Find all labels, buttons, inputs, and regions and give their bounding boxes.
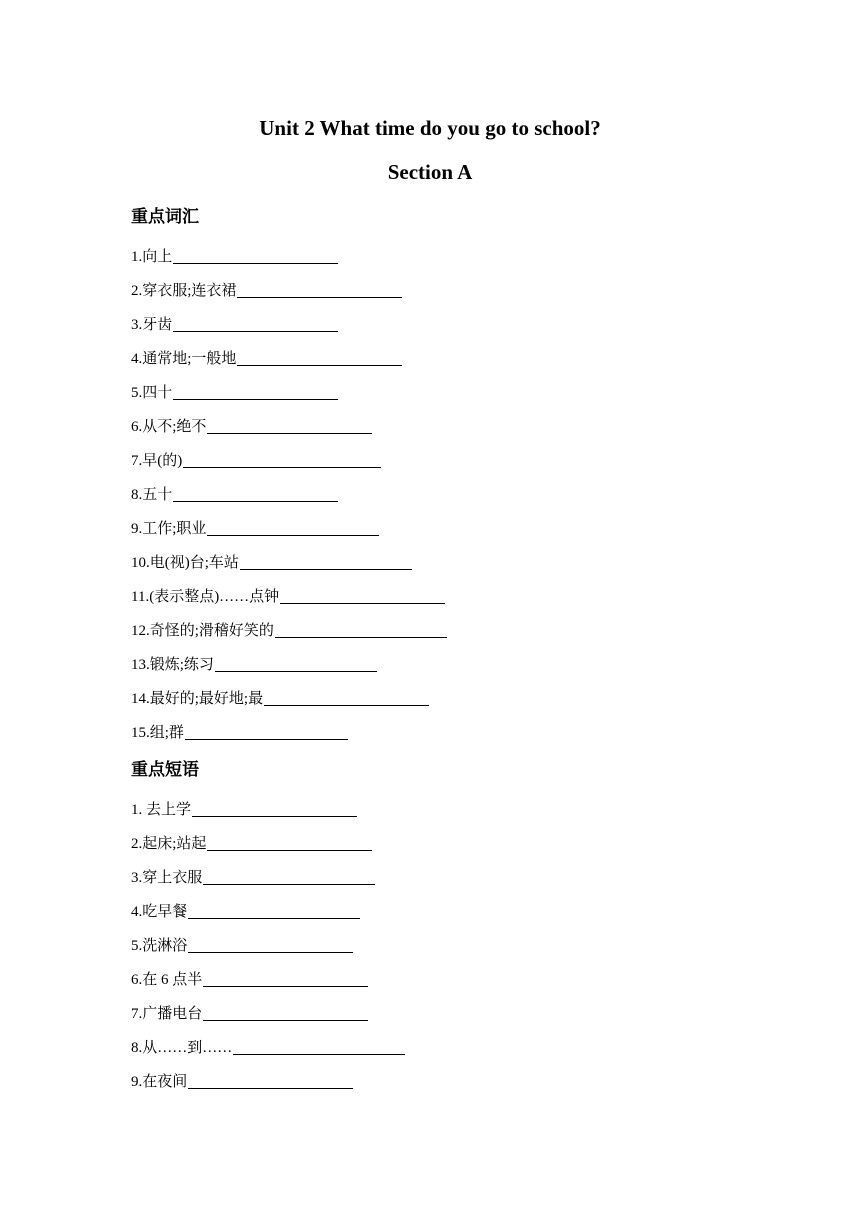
vocabulary-item (131, 314, 447, 348)
answer-blank[interactable] (215, 654, 377, 672)
vocabulary-item-text: 13.锻炼;练习 (131, 657, 214, 673)
answer-blank[interactable] (183, 450, 381, 468)
phrase-item (131, 935, 405, 969)
vocabulary-item-text: 14.最好的;最好地;最 (131, 691, 264, 707)
answer-blank[interactable] (264, 688, 429, 706)
answer-blank[interactable] (203, 969, 368, 987)
phrase-item-text: 3.穿上衣服 (131, 870, 203, 886)
answer-blank[interactable] (203, 1003, 368, 1021)
answer-blank[interactable] (280, 586, 445, 604)
answer-blank[interactable] (207, 416, 372, 434)
vocabulary-item (131, 382, 447, 416)
phrase-item (131, 1037, 405, 1071)
vocabulary-item (131, 654, 447, 688)
vocabulary-list (131, 246, 447, 756)
vocabulary-item-text: 5.四十 (131, 385, 173, 401)
answer-blank[interactable] (192, 799, 357, 817)
answer-blank[interactable] (185, 722, 348, 740)
answer-blank[interactable] (173, 484, 338, 502)
vocabulary-item-text: 4.通常地;一般地 (131, 351, 237, 367)
phrase-item-text: 1. 去上学 (131, 802, 192, 818)
answer-blank[interactable] (188, 1071, 353, 1089)
phrase-item (131, 799, 405, 833)
phrase-item-text: 6.在 6 点半 (131, 972, 203, 988)
vocabulary-item-text: 15.组;群 (131, 725, 184, 741)
vocabulary-item-text: 11.(表示整点)……点钟 (131, 589, 280, 605)
vocabulary-item-text: 8.五十 (131, 487, 173, 503)
vocabulary-item (131, 722, 447, 756)
vocabulary-item-text: 10.电(视)台;车站 (131, 555, 239, 571)
vocabulary-item (131, 552, 447, 586)
phrase-item-text: 2.起床;站起 (131, 836, 207, 852)
phrase-item (131, 833, 405, 867)
phrases-heading: 重点短语 (131, 760, 199, 780)
section-subtitle: Section A (387, 160, 473, 184)
phrase-item (131, 1071, 405, 1105)
answer-blank[interactable] (173, 246, 338, 264)
answer-blank[interactable] (173, 382, 338, 400)
answer-blank[interactable] (173, 314, 338, 332)
vocabulary-item (131, 450, 447, 484)
vocabulary-item-text: 12.奇怪的;滑稽好笑的 (131, 623, 274, 639)
answer-blank[interactable] (240, 552, 412, 570)
vocabulary-item (131, 246, 447, 280)
vocabulary-item-text: 7.早(的) (131, 453, 183, 469)
vocabulary-item (131, 484, 447, 518)
phrase-item-text: 8.从……到…… (131, 1040, 233, 1056)
answer-blank[interactable] (203, 867, 375, 885)
phrase-item-text: 7.广播电台 (131, 1006, 203, 1022)
answer-blank[interactable] (233, 1037, 405, 1055)
vocabulary-item-text: 6.从不;绝不 (131, 419, 207, 435)
phrase-item (131, 901, 405, 935)
answer-blank[interactable] (188, 935, 353, 953)
vocabulary-item-text: 2.穿衣服;连衣裙 (131, 283, 237, 299)
vocabulary-item (131, 416, 447, 450)
vocabulary-item (131, 620, 447, 654)
vocabulary-item (131, 586, 447, 620)
vocabulary-item (131, 348, 447, 382)
vocabulary-heading: 重点词汇 (131, 207, 199, 227)
vocabulary-item-text: 1.向上 (131, 249, 173, 265)
answer-blank[interactable] (237, 280, 402, 298)
vocabulary-item (131, 688, 447, 722)
phrase-item-text: 9.在夜间 (131, 1074, 188, 1090)
vocabulary-item-text: 3.牙齿 (131, 317, 173, 333)
answer-blank[interactable] (207, 833, 372, 851)
answer-blank[interactable] (188, 901, 360, 919)
phrase-item (131, 969, 405, 1003)
answer-blank[interactable] (275, 620, 447, 638)
answer-blank[interactable] (207, 518, 379, 536)
phrase-item-text: 5.洗淋浴 (131, 938, 188, 954)
vocabulary-item (131, 518, 447, 552)
page-title: Unit 2 What time do you go to school? (259, 116, 601, 140)
vocabulary-item-text: 9.工作;职业 (131, 521, 207, 537)
phrase-item (131, 867, 405, 901)
phrase-item-text: 4.吃早餐 (131, 904, 188, 920)
phrase-item (131, 1003, 405, 1037)
answer-blank[interactable] (237, 348, 402, 366)
vocabulary-item (131, 280, 447, 314)
phrases-list (131, 799, 405, 1105)
